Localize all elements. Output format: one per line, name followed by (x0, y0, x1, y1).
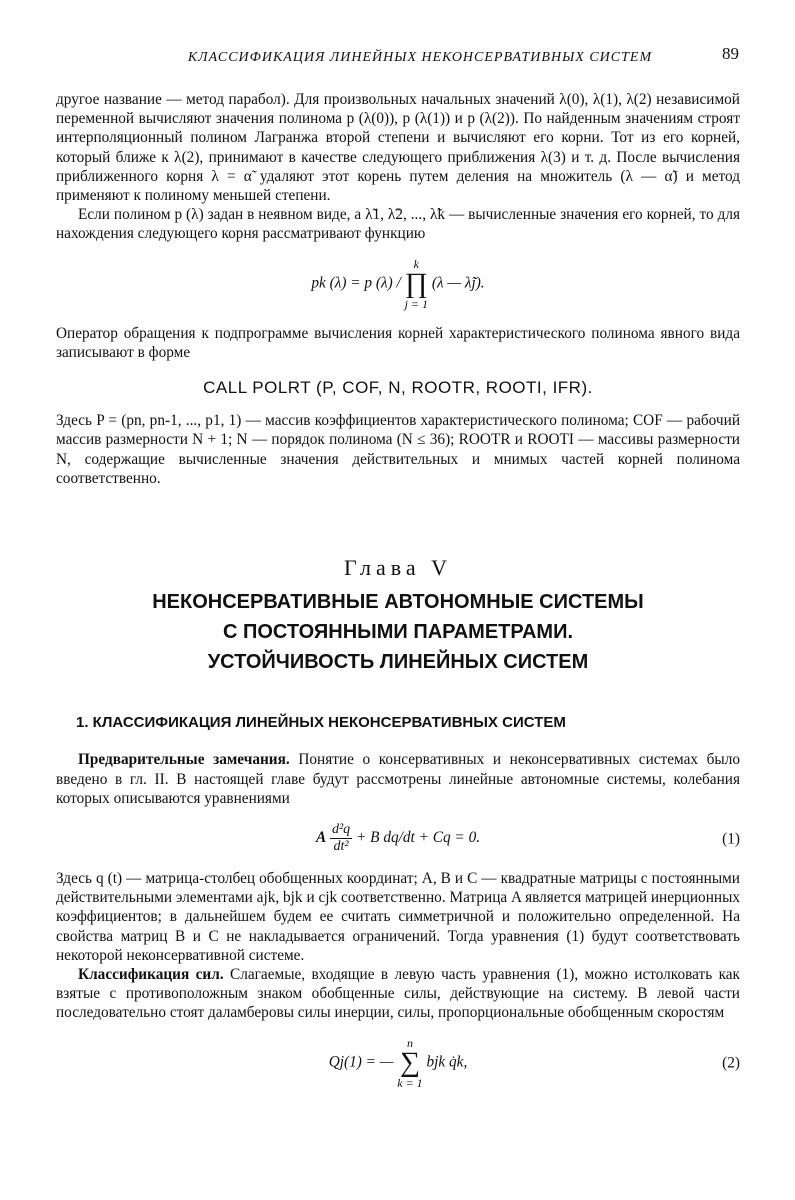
sum-symbol: ∑ (399, 1046, 420, 1078)
product-symbol: ∏ (404, 267, 428, 299)
eq1-fraction (330, 822, 352, 855)
chapter-title-line-1: НЕКОНСЕРВАТИВНЫЕ АВТОНОМНЫЕ СИСТЕМЫ (152, 591, 644, 614)
product-upper-limit: k (413, 256, 419, 271)
paragraph-force-classification (56, 965, 740, 1023)
eq1-rest: + B dq/dt + Cq = 0. (356, 829, 481, 847)
formula-pk-left: pk (λ) = p (λ) / (311, 274, 405, 292)
paragraph-implicit-polynomial: Если полином p (λ) задан в неявном виде, а λ̃1, λ̃2, ..., λ̃k — вычисленные значения его корней, то для нахождения следующего корня рассматривают функцию (56, 206, 740, 243)
page-number: 89 (722, 44, 739, 63)
page-body (56, 90, 740, 1103)
sum-operator (397, 1037, 422, 1089)
call-statement: CALL POLRT (P, COF, N, ROOTR, ROOTI, IFR). (203, 378, 593, 398)
forces-text: Слагаемые, входящие в левую часть уравнения (1), можно истолковать как взятые с противоположным знаком обобщенные силы, действующие на систему. В левой части последовательно стоят даламберовы силы инерции, силы, пропорциональные обобщенным скоростям (56, 966, 740, 1022)
run-in-head-preliminary: Предварительные замечания. (78, 751, 290, 769)
sum-lower-limit: k = 1 (397, 1075, 423, 1090)
product-lower-limit: j = 1 (404, 296, 429, 311)
preliminary-text: Понятие о консервативных и неконсервативных системах было введено в гл. II. В настоящей главе будут рассмотрены линейные автономные системы, колебания которых описываются уравнениями (56, 751, 740, 807)
sum-upper-limit: n (406, 1035, 413, 1050)
formula-pk (56, 258, 740, 310)
chapter-label: Глава V (343, 555, 453, 581)
running-head: КЛАССИФИКАЦИЯ ЛИНЕЙНЫХ НЕКОНСЕРВАТИВНЫХ СИСТЕМ (187, 50, 653, 65)
paragraph-matrices: Здесь q (t) — матрица-столбец обобщенных координат; A, B и C — квадратные матрицы с постоянными действительными элементами ajk, bjk и cjk соответственно. Матрица A является матрицей инерционных коэффициентов; в дальнейшем будем ее считать симметричной и положительно определенной. На свойства матриц B и C не накладывается ограничений. Тогда уравнения (1) будут соответствовать некоторой неконсервативной системе. (56, 870, 740, 964)
eq2-right: bjk q̇k, (426, 1053, 468, 1071)
eq1-matrix-a: A (315, 829, 327, 847)
eq2-left: Qj(1) = — (328, 1053, 398, 1071)
paragraph-preliminary (56, 750, 740, 808)
chapter-title-line-2: С ПОСТОЯННЫМИ ПАРАМЕТРАМИ. (223, 621, 573, 644)
section-title: 1. КЛАССИФИКАЦИЯ ЛИНЕЙНЫХ НЕКОНСЕРВАТИВНЫХ СИСТЕМ (76, 714, 566, 732)
product-operator (405, 258, 428, 310)
equation-2 (56, 1037, 740, 1089)
formula-pk-right: (λ — λ̃j). (431, 274, 485, 292)
eq1-label: (1) (722, 829, 740, 847)
chapter-title (56, 587, 740, 677)
paragraph-arrays: Здесь P = (pn, pn-1, ..., p1, 1) — массив коэффициентов характеристического полинома; COF — рабочий массив размерности N + 1; N — порядок полинома (N ≤ 36); ROOTR и ROOTI — массивы размерности N, содержащие вычисленные значения действительных и мнимых частей корней полинома соответственно. (56, 412, 740, 487)
eq1-denominator: dt² (333, 839, 349, 855)
eq1-numerator: d²q (331, 822, 351, 838)
chapter-title-line-3: УСТОЙЧИВОСТЬ ЛИНЕЙНЫХ СИСТЕМ (207, 651, 589, 674)
run-in-head-forces: Классификация сил. (78, 966, 224, 984)
paragraph-call-operator: Оператор обращения к подпрограмме вычисления корней характеристического полинома явного вида записывают в форме (56, 324, 740, 361)
equation-1 (56, 822, 740, 855)
eq2-label: (2) (722, 1054, 740, 1072)
paragraph-parabola-method: другое название — метод парабол). Для произвольных начальных значений λ(0), λ(1), λ(2) независимой переменной вычисляют значения полинома p (λ(0)), p (λ(1)) и p (λ(2)). По найденным значениям строят интерполяционный полином Лагранжа второй степени и вычисляют его корни. Тот из его корней, который ближе к λ(2), принимают в качестве следующего приближения λ(3) и т. д. После вычисления приближенного корня λ = α̃ удаляют этот корень путем деления на множитель (λ — α̃) и метод применяют к полиному меньшей степени. (56, 91, 740, 205)
